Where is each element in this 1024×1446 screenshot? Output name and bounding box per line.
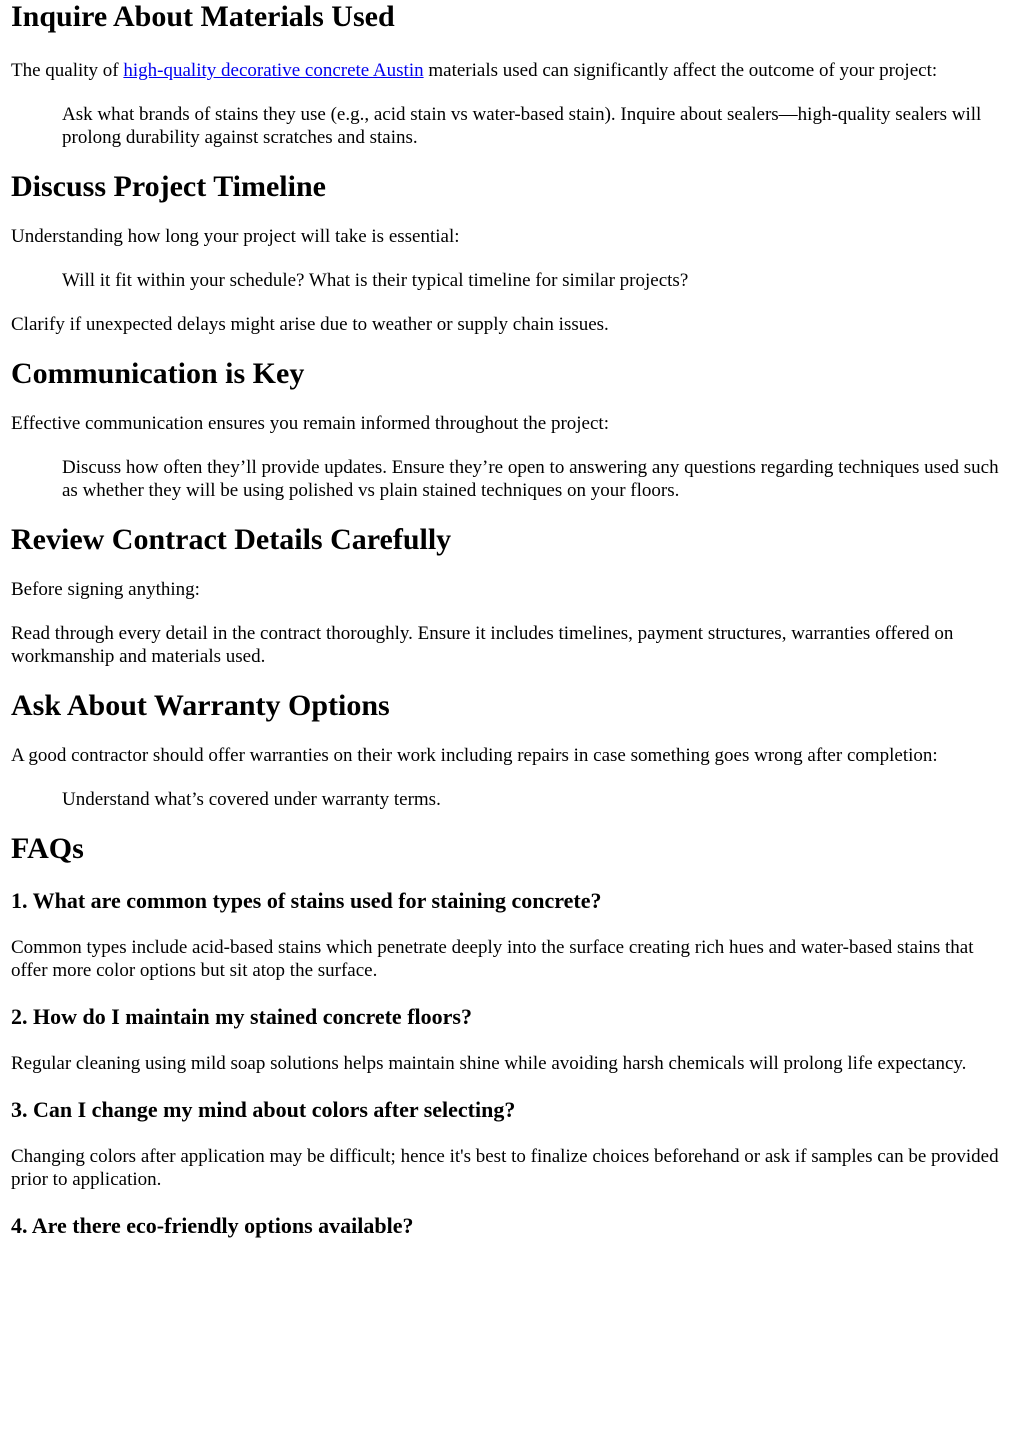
section-heading-warranty: Ask About Warranty Options <box>11 689 390 722</box>
materials-quote: Ask what brands of stains they use (e.g., acid stain vs water-based stain). Inquire about sealers—high-quality sealers will prolong durability against scratches and stains. <box>62 104 982 148</box>
section-heading-communication: Communication is Key <box>11 357 305 390</box>
materials-intro <box>11 59 1013 82</box>
section-heading-contract: Review Contract Details Carefully <box>11 523 452 556</box>
faq-answer-2: Regular cleaning using mild soap solutions helps maintain shine while avoiding harsh chemicals will prolong life expectancy. <box>11 1053 967 1074</box>
section-heading-materials: Inquire About Materials Used <box>11 0 395 33</box>
faq-answer-3: Changing colors after application may be difficult; hence it's best to finalize choices beforehand or ask if samples can be provided prior to application. <box>11 1146 999 1190</box>
faq-question-1: 1. What are common types of stains used for staining concrete? <box>11 888 602 913</box>
communication-intro: Effective communication ensures you remain informed throughout the project: <box>11 413 609 434</box>
faq-question-3: 3. Can I change my mind about colors after selecting? <box>11 1097 516 1122</box>
materials-intro-after: materials used can significantly affect the outcome of your project: <box>423 60 938 81</box>
communication-quote: Discuss how often they’ll provide updates. Ensure they’re open to answering any questions regarding techniques used such as whether they will be using polished vs plain stained techniques on your floors. <box>62 457 999 501</box>
warranty-intro: A good contractor should offer warranties on their work including repairs in case something goes wrong after completion: <box>11 745 938 766</box>
decorative-concrete-link[interactable]: high-quality decorative concrete Austin <box>123 60 424 81</box>
faq-question-2: 2. How do I maintain my stained concrete floors? <box>11 1004 472 1029</box>
section-heading-timeline: Discuss Project Timeline <box>11 170 326 203</box>
section-heading-faqs: FAQs <box>11 832 84 865</box>
timeline-intro: Understanding how long your project will take is essential: <box>11 226 460 247</box>
warranty-quote: Understand what’s covered under warranty terms. <box>62 789 441 810</box>
timeline-note: Clarify if unexpected delays might arise due to weather or supply chain issues. <box>11 314 609 335</box>
faq-question-4: 4. Are there eco-friendly options available? <box>11 1213 414 1238</box>
faq-answer-1: Common types include acid-based stains which penetrate deeply into the surface creating rich hues and water-based stains that offer more color options but sit atop the surface. <box>11 937 974 981</box>
timeline-quote: Will it fit within your schedule? What is their typical timeline for similar projects? <box>62 270 689 291</box>
contract-body: Read through every detail in the contract thoroughly. Ensure it includes timelines, payment structures, warranties offered on workmanship and materials used. <box>11 623 954 667</box>
materials-intro-before: The quality of <box>11 60 124 81</box>
contract-intro: Before signing anything: <box>11 579 200 600</box>
